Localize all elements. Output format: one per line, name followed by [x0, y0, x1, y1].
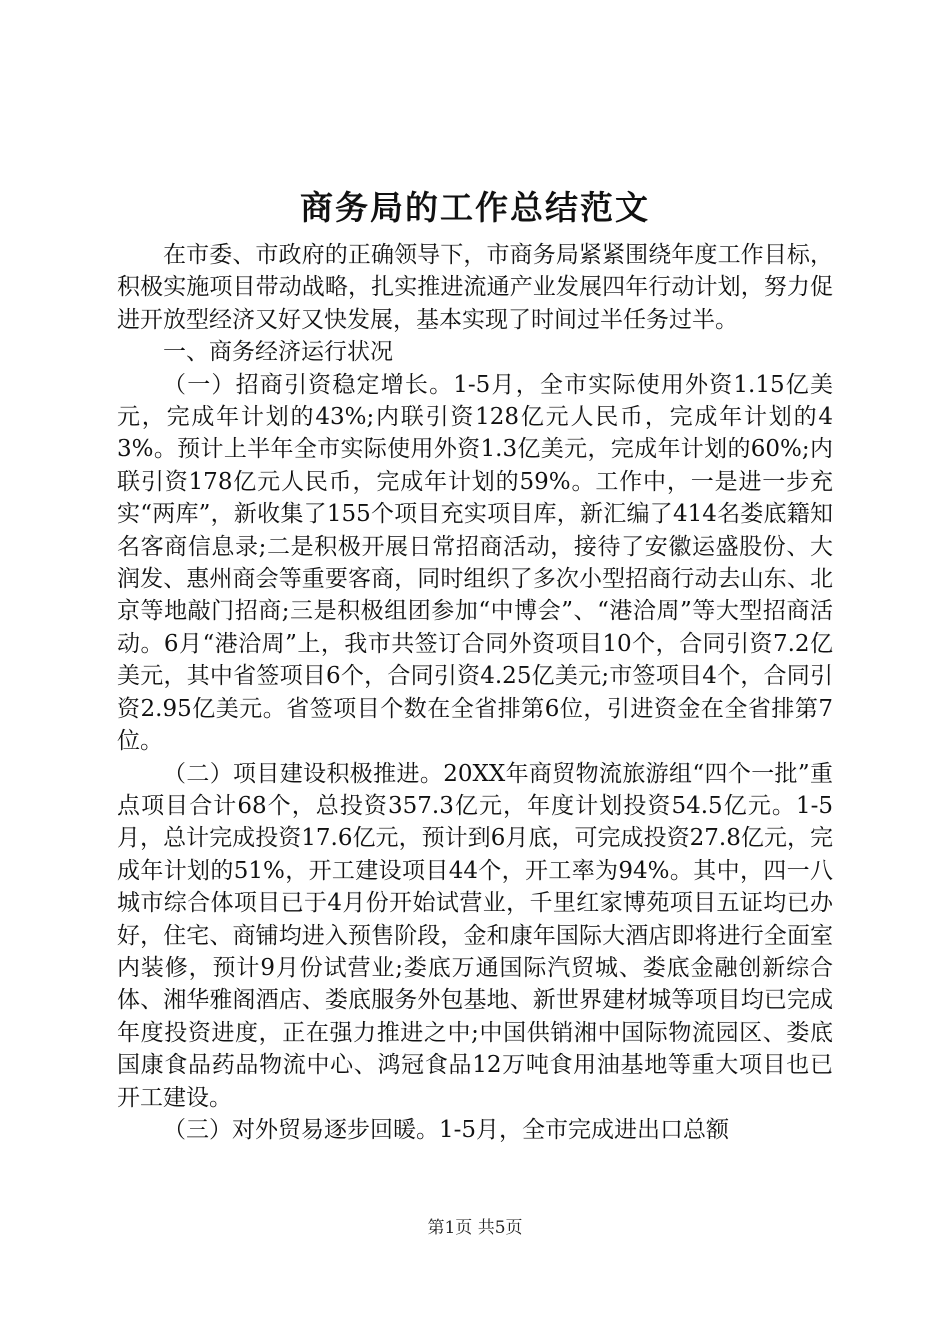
paragraph-trade: （三）对外贸易逐步回暖。1-5月，全市完成进出口总额	[163, 1116, 730, 1143]
paragraph-projects: （二）项目建设积极推进。20XX年商贸物流旅游组“四个一批”重点项目合计68个，总投资357.3亿元，年度计划投资54.5亿元。1-5月，总计完成投资17.6亿元，预计到6月底，可完成投资27.8亿元，完成年计划的51%，开工建设项目44个，开工率为94%。其中，四一八城市综合体项目已于4月份开始试营业，千里红家博苑项目五证均已办好，住宅、商铺均进入预售阶段，金和康年国际大酒店即将进行全面室内装修，预计9月份试营业;娄底万通国际汽贸城、娄底金融创新综合体、湘华雅阁酒店、娄底服务外包基地、新世界建材城等项目均已完成年度投资进度，正在强力推进之中;中国供销湘中国际物流园区、娄底国康食品药品物流中心、鸿冠食品12万吨食用油基地等重大项目也已开工建设。	[117, 760, 833, 1111]
document-body	[117, 239, 833, 1146]
section-heading: 一、商务经济运行状况	[163, 339, 393, 366]
intro-paragraph: 在市委、市政府的正确领导下，市商务局紧紧围绕年度工作目标，积极实施项目带动战略，扎实推进流通产业发展四年行动计划，努力促进开放型经济又好又快发展，基本实现了时间过半任务过半。	[117, 242, 833, 333]
page-footer: 第1页 共5页	[427, 1218, 523, 1238]
paragraph-investment: （一）招商引资稳定增长。1-5月，全市实际使用外资1.15亿美元，完成年计划的43%;内联引资128亿元人民币，完成年计划的43%。预计上半年全市实际使用外资1.3亿美元，完成年计划的60%;内联引资178亿元人民币，完成年计划的59%。工作中，一是进一步充实“两库”，新收集了155个项目充实项目库，新汇编了414名娄底籍知名客商信息录;二是积极开展日常招商活动，接待了安徽运盛股份、大润发、惠州商会等重要客商，同时组织了多次小型招商行动去山东、北京等地敲门招商;三是积极组团参加“中博会”、“港洽周”等大型招商活动。6月“港洽周”上，我市共签订合同外资项目10个，合同引资7.2亿美元，其中省签项目6个，合同引资4.25亿美元;市签项目4个，合同引资2.95亿美元。省签项目个数在全省排第6位，引进资金在全省排第7位。	[117, 371, 833, 755]
document-title: 商务局的工作总结范文	[300, 188, 650, 227]
